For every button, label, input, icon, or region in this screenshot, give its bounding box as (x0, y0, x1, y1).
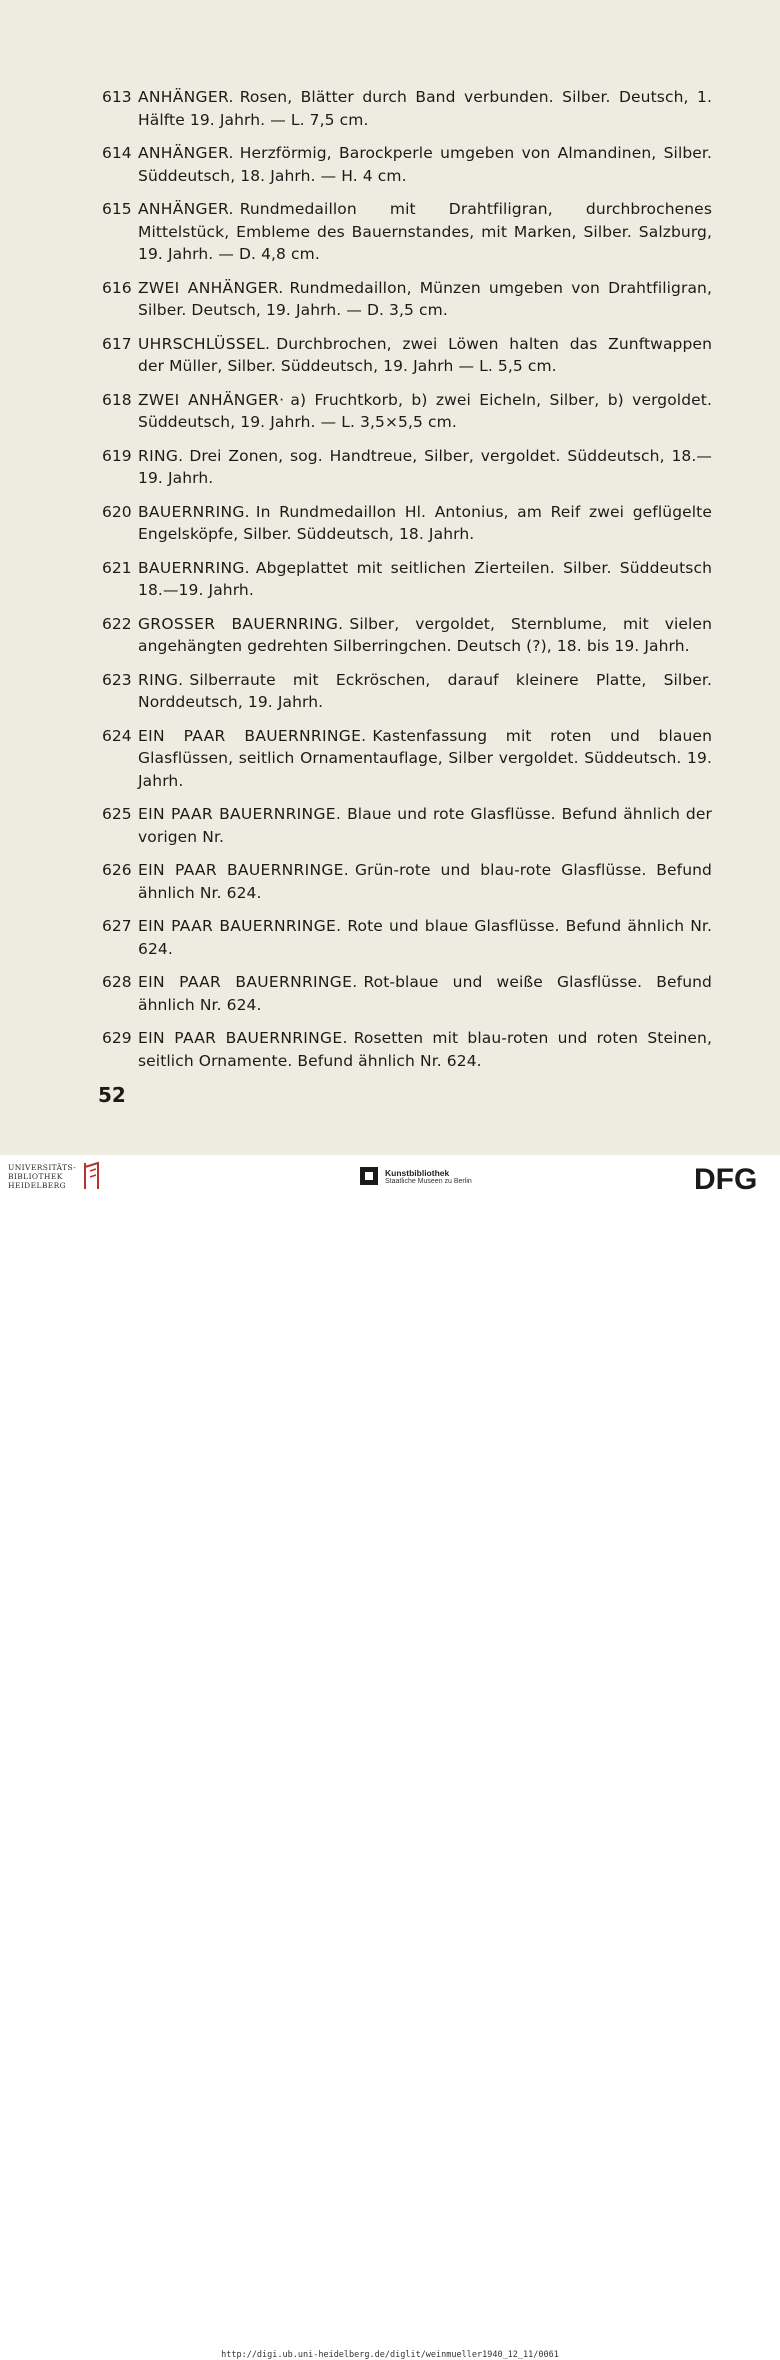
catalog-entry (102, 859, 712, 904)
catalog-entry (102, 445, 712, 490)
entry-number: 624 (102, 726, 132, 745)
kunstbibliothek-title: Kunstbibliothek (385, 1167, 450, 1178)
entry-body: a) Fruchtkorb, b) zwei Eicheln, Silber, b) vergoldet. Süddeutsch, 19. Jahrh. — L. 3,5×5,5 cm. (138, 390, 712, 431)
entry-title: RING. (138, 670, 184, 689)
entry-title: EIN PAAR BAUERNRINGE. (138, 973, 358, 991)
entry-body: In Rundmedaillon Hl. Antonius, am Reif zwei geflügelte Engelsköpfe, Silber. Süddeutsch, 18. Jahrh. (138, 502, 712, 543)
entry-body: Abgeplattet mit seitlichen Zierteilen. Silber. Süddeutsch 18.—19. Jahrh. (138, 558, 712, 599)
entry-number: 618 (102, 390, 132, 409)
entry-number: 627 (102, 917, 132, 935)
library-line: BIBLIOTHEK (8, 1171, 63, 1181)
entry-body: Rosen, Blätter durch Band verbunden. Silber. Deutsch, 1. Hälfte 19. Jahrh. — L. 7,5 cm. (138, 88, 712, 129)
entry-title: ANHÄNGER. (138, 144, 234, 162)
entry-number: 623 (102, 670, 132, 689)
entry-description (138, 142, 712, 187)
entry-title: ANHÄNGER. (138, 200, 234, 218)
catalog-entry (102, 971, 712, 1016)
entry-number: 628 (102, 973, 132, 991)
entry-title: EIN PAAR BAUERNRINGE. (138, 917, 342, 935)
catalog-entry (102, 198, 712, 266)
source-url-link[interactable]: http://digi.ub.uni-heidelberg.de/diglit/weinmueller1940_12_11/0061 (221, 2350, 559, 2360)
entry-description (138, 725, 712, 793)
catalog-entry (102, 389, 712, 434)
scanned-page (0, 0, 780, 1155)
library-name (8, 1163, 76, 1190)
kunstbibliothek-logo[interactable] (360, 1163, 472, 1189)
entry-number: 619 (102, 446, 132, 465)
entry-body: Durchbrochen, zwei Löwen halten das Zunftwappen der Müller, Silber. Süddeutsch, 19. Jahrh — L. 5,5 cm. (138, 334, 712, 375)
entry-description (138, 859, 712, 904)
entry-body: Herzförmig, Barockperle umgeben von Almandinen, Silber. Süddeutsch, 18. Jahrh. — H. 4 cm. (138, 144, 712, 185)
catalog-entry (102, 86, 712, 131)
entry-number: 614 (102, 144, 132, 162)
entry-description (138, 501, 712, 546)
entry-title: BAUERNRING. (138, 502, 250, 521)
catalog-entry (102, 501, 712, 546)
catalog-entry (102, 725, 712, 793)
entry-body: Drei Zonen, sog. Handtreue, Silber, vergoldet. Süddeutsch, 18.—19. Jahrh. (138, 446, 712, 487)
library-emblem-icon (82, 1161, 104, 1191)
entry-description (138, 277, 712, 322)
library-line: HEIDELBERG (8, 1180, 67, 1190)
entry-title: RING. (138, 446, 184, 465)
dfg-logo[interactable] (694, 1163, 770, 1193)
entry-description (138, 445, 712, 490)
catalog-entry (102, 915, 712, 960)
entry-number: 626 (102, 861, 132, 879)
entry-title: UHRSCHLÜSSEL. (138, 334, 271, 353)
entry-body: Kastenfassung mit roten und blauen Glasflüssen, seitlich Ornamentauflage, Silber vergoldet. Süddeutsch. 19. Jahrh. (138, 726, 712, 790)
entry-body: Grün-rote und blau-rote Glasflüsse. Befund ähnlich Nr. 624. (138, 861, 712, 902)
entry-description (138, 389, 712, 434)
entry-description (138, 803, 712, 848)
entry-number: 625 (102, 805, 132, 823)
entry-title: EIN PAAR BAUERNRINGE. (138, 1029, 348, 1047)
entry-body: Silber, vergoldet, Sternblume, mit vielen angehängten gedrehten Silberringchen. Deutsch (?), 18. bis 19. Jahrh. (138, 614, 712, 655)
entry-body: Blaue und rote Glasflüsse. Befund ähnlich der vorigen Nr. (138, 805, 712, 846)
entry-body: Rundmedaillon, Münzen umgeben von Drahtfiligran, Silber. Deutsch, 19. Jahrh. — D. 3,5 cm. (138, 278, 713, 319)
entry-title: EIN PAAR BAUERNRINGE. (138, 805, 342, 823)
footer-bar (0, 1155, 780, 2360)
entry-description (138, 613, 712, 658)
entry-title: ZWEI ANHÄNGER· (138, 390, 285, 409)
entry-title: EIN PAAR BAUERNRINGE. (138, 726, 367, 745)
entry-number: 616 (102, 278, 132, 297)
entry-description (138, 198, 712, 266)
entry-description (138, 557, 712, 602)
entry-number: 617 (102, 334, 132, 353)
catalog-entry (102, 557, 712, 602)
entry-title: GROSSER BAUERNRING. (138, 614, 344, 633)
catalog-entry (102, 277, 712, 322)
entry-body: Rosetten mit blau-roten und roten Steinen, seitlich Ornamente. Befund ähnlich Nr. 624. (138, 1029, 712, 1070)
entry-description (138, 1027, 712, 1072)
dfg-logo-text: DFG (694, 1163, 758, 1193)
catalog-entry (102, 333, 712, 378)
kunstbibliothek-subtitle: Staatliche Museen zu Berlin (385, 1177, 472, 1185)
catalog-entry (102, 669, 712, 714)
entry-number: 622 (102, 614, 132, 633)
entry-body: Silberraute mit Eckröschen, darauf kleinere Platte, Silber. Norddeutsch, 19. Jahrh. (138, 670, 712, 711)
entry-title: ZWEI ANHÄNGER. (138, 278, 284, 297)
kunstbibliothek-icon (360, 1163, 378, 1189)
catalog-entries (102, 86, 712, 1083)
entry-number: 613 (102, 88, 132, 106)
entry-number: 620 (102, 502, 132, 521)
entry-number: 621 (102, 558, 132, 577)
entry-number: 629 (102, 1029, 132, 1047)
entry-description (138, 915, 712, 960)
entry-number: 615 (102, 200, 132, 218)
entry-body: Rundmedaillon mit Drahtfiligran, durchbrochenes Mittelstück, Embleme des Bauernstandes, mit Marken, Silber. Salzburg, 19. Jahrh. — D. 4,8 cm. (138, 200, 712, 263)
library-logo[interactable] (8, 1161, 104, 1191)
entry-description (138, 971, 712, 1016)
page-number: 52 (98, 1083, 126, 1107)
library-line: UNIVERSITÄTS- (8, 1162, 77, 1172)
catalog-entry (102, 142, 712, 187)
entry-description (138, 333, 712, 378)
entry-title: EIN PAAR BAUERNRINGE. (138, 861, 350, 879)
catalog-entry (102, 613, 712, 658)
entry-body: Rote und blaue Glasflüsse. Befund ähnlich Nr. 624. (138, 917, 712, 958)
catalog-entry (102, 1027, 712, 1072)
entry-body: Rot-blaue und weiße Glasflüsse. Befund ähnlich Nr. 624. (138, 973, 712, 1014)
entry-title: ANHÄNGER. (138, 88, 234, 106)
entry-title: BAUERNRING. (138, 558, 250, 577)
entry-description (138, 86, 712, 131)
catalog-entry (102, 803, 712, 848)
entry-description (138, 669, 712, 714)
